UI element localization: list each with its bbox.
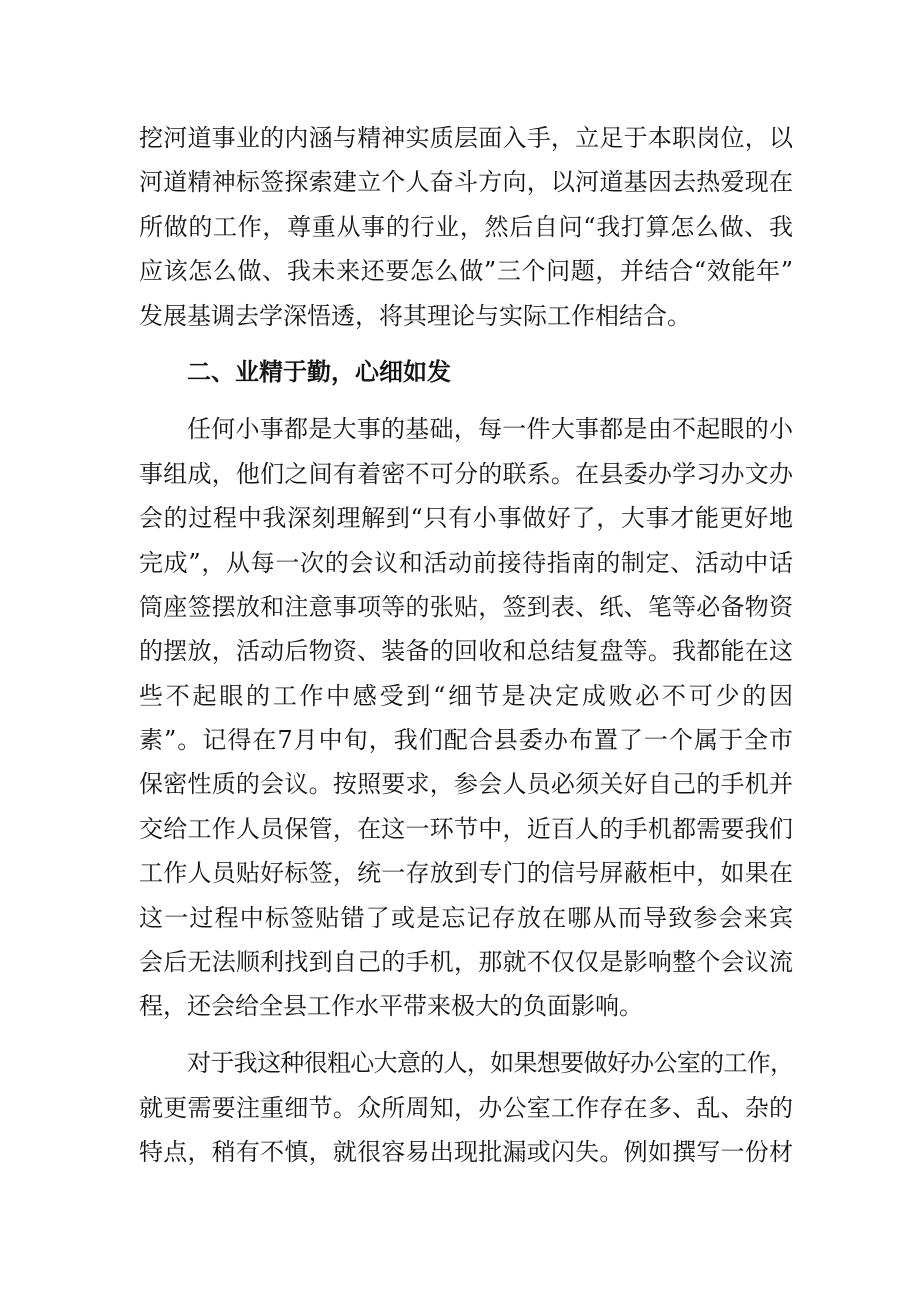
text-line: 所做的工作，尊重从事的行业，然后自问“我打算怎么做、我 (139, 212, 793, 241)
text-line: 完成”，从每一次的会议和活动前接待指南的制定、活动中话 (139, 548, 793, 577)
text-line: 工作人员贴好标签，统一存放到专门的信号屏蔽柜中，如果在 (139, 859, 793, 888)
text-line: 素”。记得在7月中旬，我们配合县委办布置了一个属于全市 (139, 726, 793, 755)
text-line: 就更需要注重细节。众所周知，办公室工作存在多、乱、杂的 (139, 1093, 793, 1122)
document-page (139, 116, 793, 1174)
text-line: 特点，稍有不慎，就很容易出现批漏或闪失。例如撰写一份材 (139, 1138, 793, 1167)
text-line: 保密性质的会议。按照要求，参会人员必须关好自己的手机并 (139, 770, 793, 799)
section-heading (139, 350, 793, 394)
text-line: 些不起眼的工作中感受到“细节是决定成败必不可少的因 (139, 681, 793, 710)
paragraph (139, 407, 793, 1028)
text-line: 挖河道事业的内涵与精神实质层面入手，立足于本职岗位，以 (139, 124, 793, 152)
paragraph (139, 1041, 793, 1174)
text-line: 这一过程中标签贴错了或是忘记存放在哪从而导致参会来宾 (139, 903, 793, 932)
text-line: 会后无法顺利找到自己的手机，那就不仅仅是影响整个会议流 (139, 948, 793, 977)
text-line: 会的过程中我深刻理解到“只有小事做好了，大事才能更好地 (139, 504, 793, 533)
paragraph (139, 116, 793, 338)
text-line: 应该怎么做、我未来还要怎么做”三个问题，并结合“效能年” (139, 257, 793, 286)
text-line: 程，还会给全县工作水平带来极大的负面影响。 (139, 992, 643, 1021)
text-line: 事组成，他们之间有着密不可分的联系。在县委办学习办文办 (139, 459, 793, 488)
text-line: 河道精神标签探索建立个人奋斗方向，以河道基因去热爱现在 (139, 168, 793, 197)
text-line: 发展基调去学深悟透，将其理论与实际工作相结合。 (139, 301, 691, 330)
text-line: 对于我这种很粗心大意的人，如果想要做好办公室的工作， (187, 1049, 793, 1078)
section-heading-text: 二、业精于勤，心细如发 (187, 357, 451, 387)
text-line: 任何小事都是大事的基础，每一件大事都是由不起眼的小 (187, 415, 793, 444)
text-line: 筒座签摆放和注意事项等的张贴，签到表、纸、笔等必备物资 (139, 592, 793, 621)
text-line: 的摆放，活动后物资、装备的回收和总结复盘等。我都能在这 (139, 637, 793, 666)
text-line: 交给工作人员保管，在这一环节中，近百人的手机都需要我们 (139, 814, 793, 843)
